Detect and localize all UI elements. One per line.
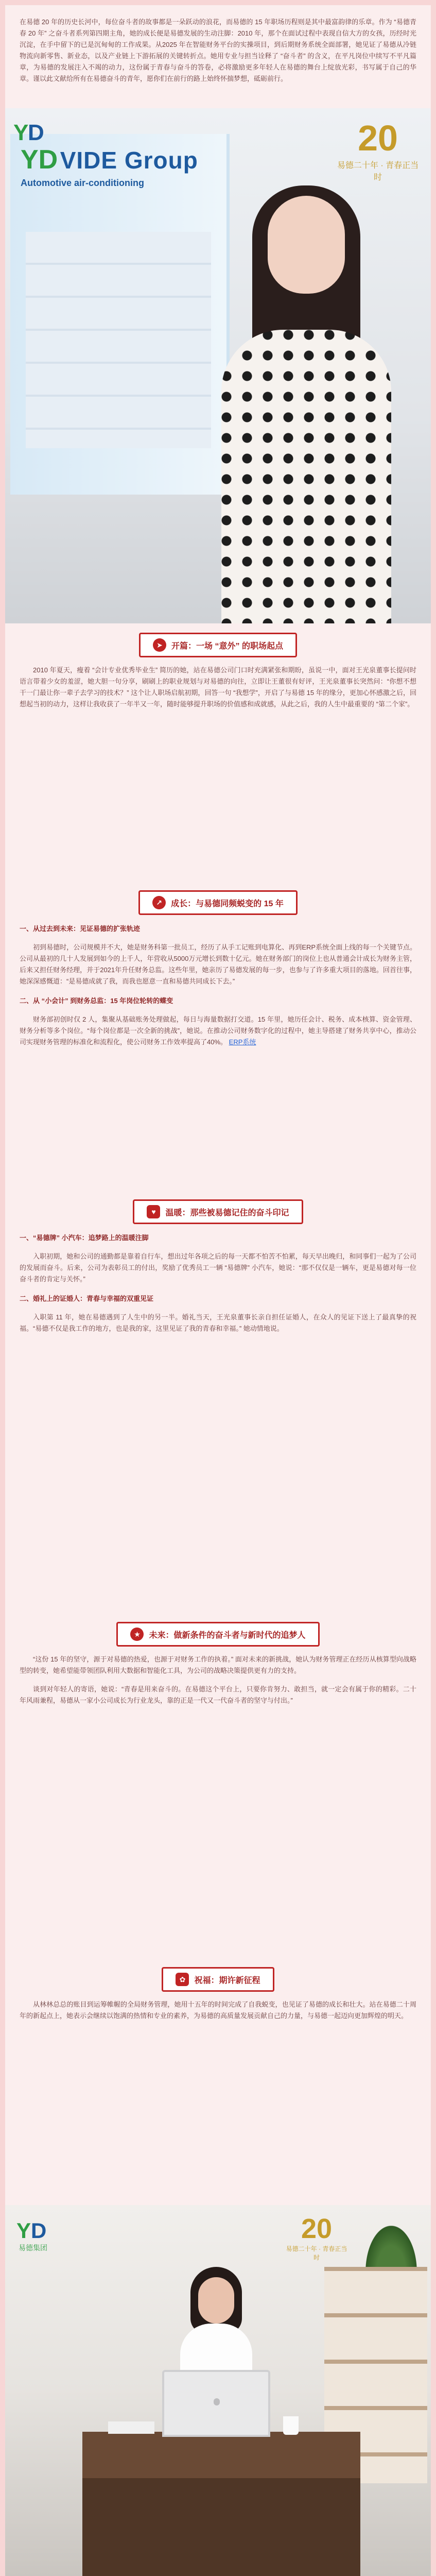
section-title-warmth: ♥ 温暖：那些被易德记住的奋斗印记: [133, 1199, 303, 1224]
svg-text:Y: Y: [13, 120, 29, 145]
section-title-opening: ➤ 开篇：一场 “意外” 的职场起点: [139, 633, 297, 657]
apple-logo-icon: [214, 2398, 220, 2405]
section-title-blessing: ✿ 祝福：期许新征程: [162, 1967, 274, 1992]
document-folder: [108, 2421, 154, 2434]
growth-paragraph-1: 初到易德时，公司规模并不大，她是财务科第一批员工，经历了从手工记账到电算化、再到ERP系统全面上线的每一个关键节点。公司从最初的几十人发展到如今的上千人，年营收从5000万元增长到数十亿元。她在财务部门的岗位上也从普通会计成长为财务主管，后来又担任财务经理，并于2021年升任财务总监。这些年里，她亲历了易德发展的每一步，也参与了许多重大项目的落地。回首往事，她深深感慨道：“是易德成就了我，而我也愿意一直和易德共同成长下去。”: [20, 943, 416, 985]
vide-group-logo: YD VIDE Group Automotive air-conditioning: [21, 145, 198, 188]
anniversary-badge-2: 20 易德二十年 · 青春正当时: [286, 2213, 347, 2261]
future-paragraph-1: “这份 15 年的坚守，源于对易德的热爱，也源于对财务工作的执着。” 面对未来的新挑战，她认为财务管理正在经历从核算型向战略型的转变，她希望能带领团队利用大数据和智能化工具，为公司的战略决策提供更有力的支持。: [20, 1655, 416, 1674]
intro-paragraph: 在易德 20 年的历史长河中，每位奋斗者的故事都是一朵跃动的浪花，而易德的 15 年职场历程则是其中最富韵律的乐章。作为 “易德青春 20 年” 之奋斗者系列第四期主角，她的成长便是易德发展的生动注脚：2010 年，那个在面试过程中表现自信大方的女孩，历经时光沉淀，在手中留下的已是沉甸甸的工作成果。从2025 年在智能财务平台的实操项目，到后期财务系统全面部署，她见证了易德从冷链物流向新零售、新业态，以及产业链上下游拓展的关键转折点。她用专业与担当诠释了 “奋斗者” 的含义，在平凡岗位中续写不平凡篇章，为易德的发展注入不竭的动力，这份属于青春与奋斗的答卷，必将激励更多年轻人在易德的舞台上绽放光彩，书写属于自己的华章。谨以此文献给所有在易德奋斗的青年，愿你们在前行的路上始终怀揣梦想，砥砺前行。: [5, 5, 431, 108]
anniversary-badge: 20 易德二十年 · 青春正当时: [337, 118, 419, 182]
warmth-paragraph-2: 入职第 11 年，她在易德遇到了人生中的另一半。婚礼当天，王光泉董事长亲自担任证婚人，在众人的见证下送上了最真挚的祝福。“易德不仅是我工作的地方，也是我的家，这里见证了我的青春和幸福。” 她动情地说。: [20, 1313, 416, 1332]
woman-at-desk: [175, 2267, 257, 2380]
product-display: [26, 232, 211, 448]
woman-portrait: [221, 196, 391, 623]
svg-text:易德集团: 易德集团: [19, 2244, 47, 2252]
warmth-subtitle-2: 二、婚礼上的证婚人：青春与幸福的双重见证: [20, 1295, 154, 1302]
section-title-future: ★ 未来：做新条件的奋斗者与新时代的追梦人: [116, 1622, 319, 1647]
svg-text:D: D: [31, 2218, 47, 2243]
blessing-paragraph: 从林林总总的账目到运筹帷幄的全局财务管理，她用十五年的时间完成了自我蜕变，也见证了易德的成长和壮大。站在易德二十周年的新起点上，她表示会继续以饱满的热情和专业的素养，为易德的高质量发展贡献自己的力量，与易德一起迈向更加辉煌的明天。: [20, 2001, 416, 2020]
svg-text:Y: Y: [16, 2218, 31, 2243]
desk: [82, 2432, 360, 2478]
growth-subtitle-2: 二、从 “小会计” 到财务总监：15 年岗位轮转的蝶变: [20, 997, 173, 1005]
warmth-paragraph-1: 入职初期，她和公司的通勤都是靠着自行车，想出过年各项之后的每一天都不怕苦不怕累，每天早出晚归，和同事们一起为了公司的发展而奋斗。后来，公司为表彰员工的付出，奖励了优秀员工一辆 “易德牌” 小汽车，她说：“那不仅仅是一辆车，更是易德对每一位奋斗者的肯定与关怀。”: [20, 1252, 416, 1283]
star-icon: ★: [130, 1628, 144, 1641]
growth-paragraph-2: 财务部初创时仅 2 人，集聚从基础账务处理做起，每日与海量数据打交道。15 年里，她历任会计、税务、成本核算、资金管理、财务分析等多个岗位。“每个岗位都是一次全新的挑战”，她说。在推动公司财务数字化的过程中，她主导搭建了财务共享中心，推动公司实现财务管理的标准化和流程化，使公司财务工作效率提高了40%。 ERP系统: [20, 1015, 416, 1046]
growth-subtitle-1: 一、从过去到未来：见证易德的扩张轨迹: [20, 925, 141, 933]
office-photo: [5, 2205, 431, 2576]
gift-icon: ✿: [176, 1973, 189, 1986]
heart-icon: ♥: [147, 1205, 160, 1218]
opening-paragraph: 2010 年夏天，瘦着 “会计专业优秀毕业生” 简历的她，站在易德公司门口时充满紧张和期盼，虽说一中，面对王光泉董事长提问时语言带着少女的羞涩，她大胆一句分享，刷刷上的职业规划与对易德的向往，立即让王董很有好评，王光泉董事长突然问：“你想不想干一门最让你一辈子去学习的技术？” 这个让人职场启航初期，回答一句 “我想学”，开启了与易德 15 年的缘分，更加心怀感激之后，回想起当初的动力，这样让我收获了一年半又一年，随时能够提升职场的价值感和成就感，从此之后，我的人生中最重要的 “第二个家”。: [20, 666, 416, 708]
section-future: [5, 1613, 431, 1958]
section-title-growth: ↗ 成长：与易德同频蜕变的 15 年: [138, 890, 298, 915]
growth-icon: ↗: [152, 896, 166, 909]
yd-logo-icon: [13, 2213, 60, 2255]
hero-photo: [5, 108, 431, 623]
laptop: [162, 2370, 270, 2437]
erp-link[interactable]: ERP系统: [229, 1038, 256, 1046]
warmth-subtitle-1: 一、“易德牌” 小汽车：追梦路上的温暖注脚: [20, 1234, 149, 1242]
rocket-icon: ➤: [153, 638, 166, 652]
section-opening: [5, 623, 431, 881]
svg-text:D: D: [28, 120, 44, 145]
section-warmth: [5, 1190, 431, 1613]
section-blessing: [5, 1958, 431, 2576]
future-paragraph-2: 谈到对年轻人的寄语，她说：“青春是用来奋斗的。在易德这个平台上，只要你肯努力、敢担当，就一定会有属于你的精彩。二十年风雨兼程，易德从一家小公司成长为行业龙头，靠的正是一代又一代奋斗者的坚守与付出。”: [20, 1685, 416, 1704]
section-growth: [5, 881, 431, 1190]
cup: [283, 2416, 299, 2435]
